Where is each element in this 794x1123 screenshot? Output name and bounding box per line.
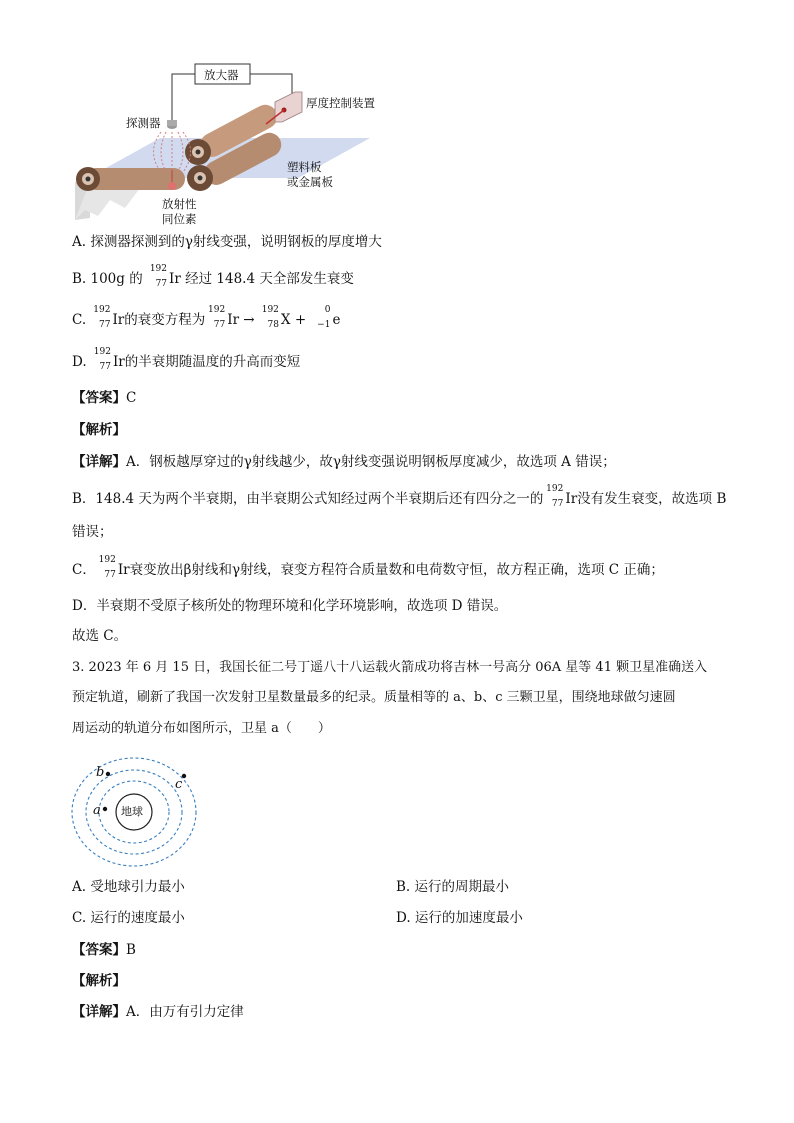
detail-tag: 【详解】	[72, 454, 126, 470]
thickness-gauge-figure	[70, 60, 400, 230]
element-ir: Ir	[117, 562, 130, 578]
q3-option-c: C. 运行的速度最小	[72, 910, 185, 926]
source-label-1: 放射性	[162, 197, 197, 211]
detail-c-suffix: 衰变放出β射线和γ射线，衰变方程符合质量数和电荷数守恒，故方程正确，选项 C 正确；	[129, 562, 664, 578]
earth-label: 地球	[121, 805, 143, 818]
q2-option-b-prefix: B. 100g 的	[72, 271, 143, 287]
detail-a-text: A．由万有引力定律	[126, 1004, 244, 1020]
plate-label-1: 塑料板	[287, 160, 322, 174]
satellite-c-label: c	[175, 777, 183, 792]
answer-value: B	[126, 942, 136, 958]
electron-symbol	[310, 304, 332, 331]
q2-detail-d: D．半衰期不受原子核所处的物理环境和化学环境影响，故选项 D 错误。	[72, 598, 508, 614]
source-label-2: 同位素	[162, 212, 197, 226]
detector-label: 探测器	[126, 116, 161, 130]
q3-detail-a	[72, 1002, 244, 1022]
mass-number: 192	[98, 554, 116, 565]
q2-detail-b-line2: 错误；	[72, 524, 113, 540]
equation-reactant: Ir →	[227, 312, 255, 328]
ir-isotope-symbol	[90, 304, 112, 331]
element-ir: Ir	[112, 312, 125, 328]
atomic-number: 77	[551, 498, 564, 509]
q2-detail-b	[72, 483, 727, 510]
thickness-control-label: 厚度控制装置	[306, 96, 375, 110]
plate-label-2: 或金属板	[287, 175, 333, 189]
ir-isotope-symbol	[205, 304, 227, 331]
q2-conclusion: 故选 C。	[72, 628, 128, 644]
satellite-b-label: b	[96, 765, 105, 780]
atomic-number: 77	[104, 569, 116, 580]
q3-option-d: D. 运行的加速度最小	[396, 910, 523, 926]
q2-option-c-middle: 的衰变方程为	[124, 312, 206, 328]
mass-number: 192	[546, 483, 564, 494]
atomic-number: 77	[99, 361, 111, 372]
element-ir: Ir	[565, 491, 578, 507]
q3-option-a: A. 受地球引力最小	[72, 879, 185, 895]
x-isotope-symbol	[259, 304, 281, 331]
equation-product-e: e	[332, 312, 341, 328]
atomic-number: 77	[213, 319, 226, 330]
q2-option-b	[72, 263, 354, 290]
q2-option-c	[72, 304, 341, 331]
ir-isotope-symbol	[91, 346, 113, 373]
atomic-number: 77	[98, 319, 111, 330]
q2-option-d	[72, 346, 301, 373]
equation-product-x: X +	[280, 312, 307, 328]
orbit-figure	[68, 755, 203, 870]
q3-stem-line-1: 3. 2023 年 6 月 15 日，我国长征二号丁遥八十八运载火箭成功将吉林一号高分 06A 星等 41 颗卫星准确送入	[72, 660, 708, 675]
q2-detail-a	[72, 452, 616, 472]
q3-answer	[72, 940, 136, 960]
mass-number: 192	[93, 304, 111, 315]
q3-stem-line-3: 周运动的轨道分布如图所示，卫星 a（ ）	[72, 721, 331, 736]
answer-tag: 【答案】	[72, 390, 126, 406]
x-mass-number: 192	[261, 304, 279, 315]
q2-option-a: A. 探测器探测到的γ射线变强，说明钢板的厚度增大	[72, 234, 382, 250]
answer-tag: 【答案】	[72, 942, 126, 958]
q2-analysis-tag: 【解析】	[72, 422, 126, 438]
q2-option-b-suffix: 经过 148.4 天全部发生衰变	[185, 271, 354, 287]
detail-a-text: A．钢板越厚穿过的γ射线越少，故γ射线变强说明钢板厚度减少，故选项 A 错误；	[126, 454, 616, 470]
q2-option-d-text: 的半衰期随温度的升高而变短	[124, 354, 301, 370]
mass-number: 192	[208, 304, 226, 315]
x-atomic-number: 78	[267, 319, 279, 330]
detail-c-prefix: C．	[72, 562, 96, 578]
atomic-number: 77	[155, 278, 168, 289]
electron-charge-number: −1	[317, 319, 331, 330]
detail-b-suffix: 没有发生衰变，故选项 B	[577, 491, 727, 507]
ir-isotope-symbol	[147, 263, 169, 290]
q3-stem-line-2: 预定轨道，刷新了我国一次发射卫星数量最多的纪录。质量相等的 a、b、c 三颗卫星，围绕地球做匀速圆	[72, 690, 676, 705]
mass-number: 192	[149, 263, 168, 274]
q2-answer	[72, 388, 136, 408]
q2-option-d-letter: D.	[72, 354, 87, 370]
electron-mass-number: 0	[324, 304, 331, 315]
q2-option-c-prefix: C.	[72, 312, 87, 328]
apparatus-diagram	[70, 60, 400, 230]
mass-number: 192	[93, 346, 111, 357]
ir-isotope-symbol	[543, 483, 565, 510]
q3-option-b: B. 运行的周期最小	[396, 879, 510, 895]
element-ir: Ir	[169, 271, 181, 287]
ir-isotope-symbol	[96, 554, 118, 581]
q2-detail-c	[72, 554, 664, 581]
amplifier-label: 放大器	[204, 68, 239, 82]
detail-tag: 【详解】	[72, 1004, 126, 1020]
detail-b-prefix: B．148.4 天为两个半衰期，由半衰期公式知经过两个半衰期后还有四分之一的	[72, 491, 544, 507]
satellite-a-label: a	[93, 803, 101, 818]
q3-analysis-tag: 【解析】	[72, 973, 126, 989]
answer-value: C	[126, 390, 137, 406]
element-ir: Ir	[112, 354, 125, 370]
